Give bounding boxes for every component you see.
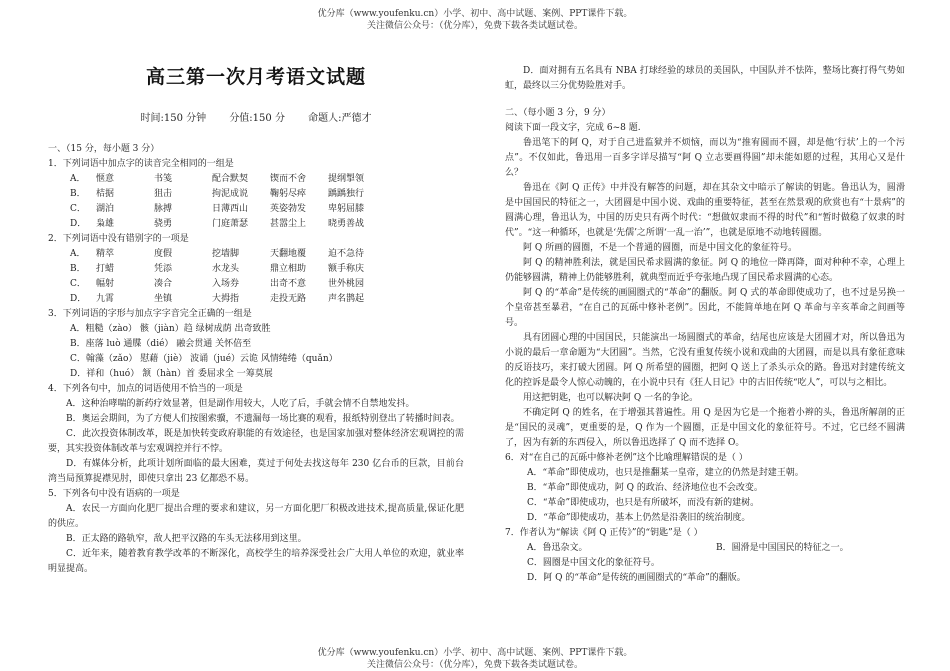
question-6-option-d: D．“革命”即使成功，基本上仍然是沿袭旧的统治制度。 [527,513,751,523]
question-4-option-a: A．这种治哮喘的新药疗效显著，但是副作用较大，人吃了后，手就会情不自禁地发抖。 [66,399,415,409]
reading-paragraph: 阿 Q 所画的圆圈，不是一个普通的圆圈，而是中国文化的象征符号。 [523,243,798,253]
question-7-options-ab [505,541,905,556]
question-3-option-a: A．粗糙（zào） 骸（jiàn）趋 绿树成荫 出奇致胜 [70,324,271,334]
exam-meta [48,111,464,126]
exam-score: 分值:150 分 [229,113,285,124]
question-4-stem: 4．下列各句中，加点的词语使用不恰当的一项是 [48,384,243,394]
header-line-1: 优分库（www.youfenku.cn）小学、初中、高中试题、案例、PPT课件下载。 [317,9,633,19]
question-3-option-d: D．祥和（huó） 颔（hàn）首 委屈求全 一筹莫展 [70,369,273,379]
question-1-option-d: D． 枭雄 骁勇 门庭萧瑟 甚嚣尘上 晓勇善战 [70,219,365,229]
question-7-option-a: A．鲁迅杂文。 [527,543,588,553]
question-2-option-b: B． 打蜡 凭添 水龙头 鼎立相助 额手称庆 [70,264,365,274]
footer-line-1: 优分库（www.youfenku.cn）小学、初中、高中试题、案例、PPT课件下载。 [317,648,633,658]
question-2-option-c: C． 幅射 凑合 入场券 出奇不意 世外桃园 [70,279,365,289]
question-3-option-c: C．翰藻（zǎo） 慰藉（jiè） 波诵（jué）云诡 风情绻绻（quǎn） [70,354,338,364]
question-2-stem: 2．下列词语中没有错别字的一项是 [48,234,189,244]
exam-author: 命题人:严德才 [308,113,372,124]
question-1-option-a: A． 惬意 书笺 配合默契 锲而不舍 提纲掣领 [70,174,365,184]
question-4-option-c: C．此次投资体制改革，既是加快转变政府职能的有效途径，也是国家加强对整体经济宏观调控的需要，其实投资体制改革与宏观调控并行不悖。 [48,429,464,454]
header-line-2: 关注微信公众号：（优分库），免费下载各类试题试卷。 [366,21,583,31]
exam-title: 高三第一次月考语文试题 [145,66,366,88]
question-1-option-c: C． 湖泊 脉搏 日薄西山 英姿勃发 卑躬屈膝 [70,204,365,214]
reading-paragraph: 用这把钥匙，也可以解决阿 Q 一名的争论。 [523,393,699,403]
question-7-option-b: B．圆滑是中国国民的特征之一。 [716,543,849,553]
question-5-option-a: A．农民一方面向化肥厂提出合理的要求和建议，另一方面化肥厂积极改进技术,提高质量,保证化肥的供应。 [48,504,464,529]
question-7-option-c: C．圆圈是中国文化的象征符号。 [527,558,660,568]
reading-paragraph: 鲁迅在《阿 Q 正传》中并没有解答的问题，却在其杂文中暗示了解读的钥匙。鲁迅认为，圆滑是中国国民的特征之一，大团圆是中国小说、戏曲的重要特征，甚至在然景观的欣赏也有“十景病”的圆满心理，鲁迅认为，中国的历史只有两个时代：“想做奴隶而不得的时代”和“暂时做稳了奴隶的时代”。“这一种循环，也就是‘先儒’之所谓‘一乱一治’”，也就是原地不动地转圆圈。 [505,183,905,238]
question-3-stem: 3．下列词语的字形与加点字字音完全正确的一组是 [48,309,252,319]
page-header [0,8,950,32]
question-4-option-d-continued: D．面对拥有五名具有 NBA 打球经验的球员的美国队，中国队并不怯阵，整场比赛打得气势如虹，最终以三分优势险胜对手。 [505,66,905,91]
question-1-stem: 1．下列词语中加点字的读音完全相同的一组是 [48,159,234,169]
reading-intro: 阅读下面一段文字，完成 6~8 题. [505,123,641,133]
question-7-stem: 7．作者认为“解读《阿 Q 正传》”的“钥匙”是（ ） [505,528,703,538]
question-2-option-a: A． 精萃 度假 挖墙脚 天翻地覆 迫不急待 [70,249,365,259]
question-4-option-b: B．奥运会期间，为了方便人们按图索骥，不遗漏每一场比赛的观看，报纸特别登出了转播时间表。 [66,414,460,424]
section-1-heading: 一、（15 分，每小题 3 分） [48,144,160,154]
question-5-option-c: C．近年来，随着教育教学改革的不断深化，高校学生的培养深受社会广大用人单位的欢迎，就业率明显提高。 [48,549,464,574]
question-6-option-b: B．“革命”即使成功，阿 Q 的政治、经济地位也不会改变。 [527,483,763,493]
reading-paragraph: 阿 Q 的“革命”是传统的画圆圈式的“革命”的翻版。阿 Q 式的革命即使成功了，也不过是另换一个皇帝甚至暴君，“在自己的瓦砾中修补老例”。因此，不能简单地在阿 Q 革命与辛亥革命之间画等号。 [505,288,905,328]
question-6-option-c: C．“革命”即使成功，也只是有所破坏，而没有新的建树。 [527,498,760,508]
question-6-stem: 6．对“在自己的瓦砾中修补老例”这个比喻理解错误的是（ ） [505,453,748,463]
section-2-heading: 二、（每小题 3 分，9 分） [505,108,611,118]
reading-paragraph: 鲁迅笔下的阿 Q，对于自己进监狱并不烦恼，而以为“推宥圆而不圆，却是他‘行状’上的一个污点”。不仅如此，鲁迅用一百多字详尽描写“阿 Q 立志要画得圆”却未能如愿的过程，其用心又是什么？ [505,138,905,178]
exam-time: 时间:150 分钟 [140,113,207,124]
question-1-option-b: B． 桔据 狙击 拘泥成说 鞠躬尽瘁 踽踽独行 [70,189,365,199]
reading-paragraph: 具有团圆心理的中国国民，只能演出一场圆圈式的革命，结尾也应该是大团圆才对，所以鲁迅为小说的最后一章命题为“大团圆”。当然，它没有重复传统小说和戏曲的大团圆，而是以具有象征意味的反语技巧，来打破大团圆。阿 Q 所希望的圆圈，把阿 Q 送上了杀头示众的路。鲁迅对封建传统文化的控诉是最令人惊心动魄的，在小说中只有《狂人日记》中的古旧传统“吃人”，可以与之相比。 [505,333,905,388]
question-5-stem: 5．下列各句中没有语病的一项是 [48,489,180,499]
left-column [48,60,464,577]
question-2-option-d: D． 九霄 坐镇 大拇指 走投无路 声名鹊起 [70,294,365,304]
reading-paragraph: 不确定阿 Q 的姓名，在于增强其普遍性。用 Q 是因为它是一个拖着小辫的头，鲁迅所解剖的正是“国民的灵魂”，更重要的是，Q 作为一个圆圈，正是中国文化的象征符号。不过，它已经不圆满了，因为有新的东西侵入，所以鲁迅选择了 Q 而不选择 O。 [505,408,905,448]
question-3-option-b: B．座落 luò 通牒（dié） 融会贯通 关怀倍至 [70,339,252,349]
question-7-option-d: D．阿 Q 的“革命”是传统的画圆圈式的“革命”的翻版。 [527,573,746,583]
question-4-option-d: D．有媒体分析，此项计划所面临的最大困难，莫过于何处去找这每年 230 亿台币的巨款，目前台湾当局预算捉襟见肘，即使只拿出 23 亿都恐不易。 [48,459,464,484]
question-5-option-b: B．正太路的路轨窄，敌人把平汉路的车头无法移用到这里。 [66,534,307,544]
footer-line-2: 关注微信公众号：（优分库），免费下载各类试题试卷。 [366,660,583,670]
page-footer [0,647,950,671]
right-column [505,64,905,586]
question-6-option-a: A．“革命”即使成功，也只是推翻某一皇帝，建立的仍然是封建王朝。 [527,468,804,478]
reading-paragraph: 阿 Q 的精神胜利法，就是国民希求圆满的象征。阿 Q 的地位一降再降，面对种种不幸，心理上仍能够圆满，精神上仍能够胜利，就典型而近乎夸张地凸现了国民希求圆满的心态。 [505,258,905,283]
